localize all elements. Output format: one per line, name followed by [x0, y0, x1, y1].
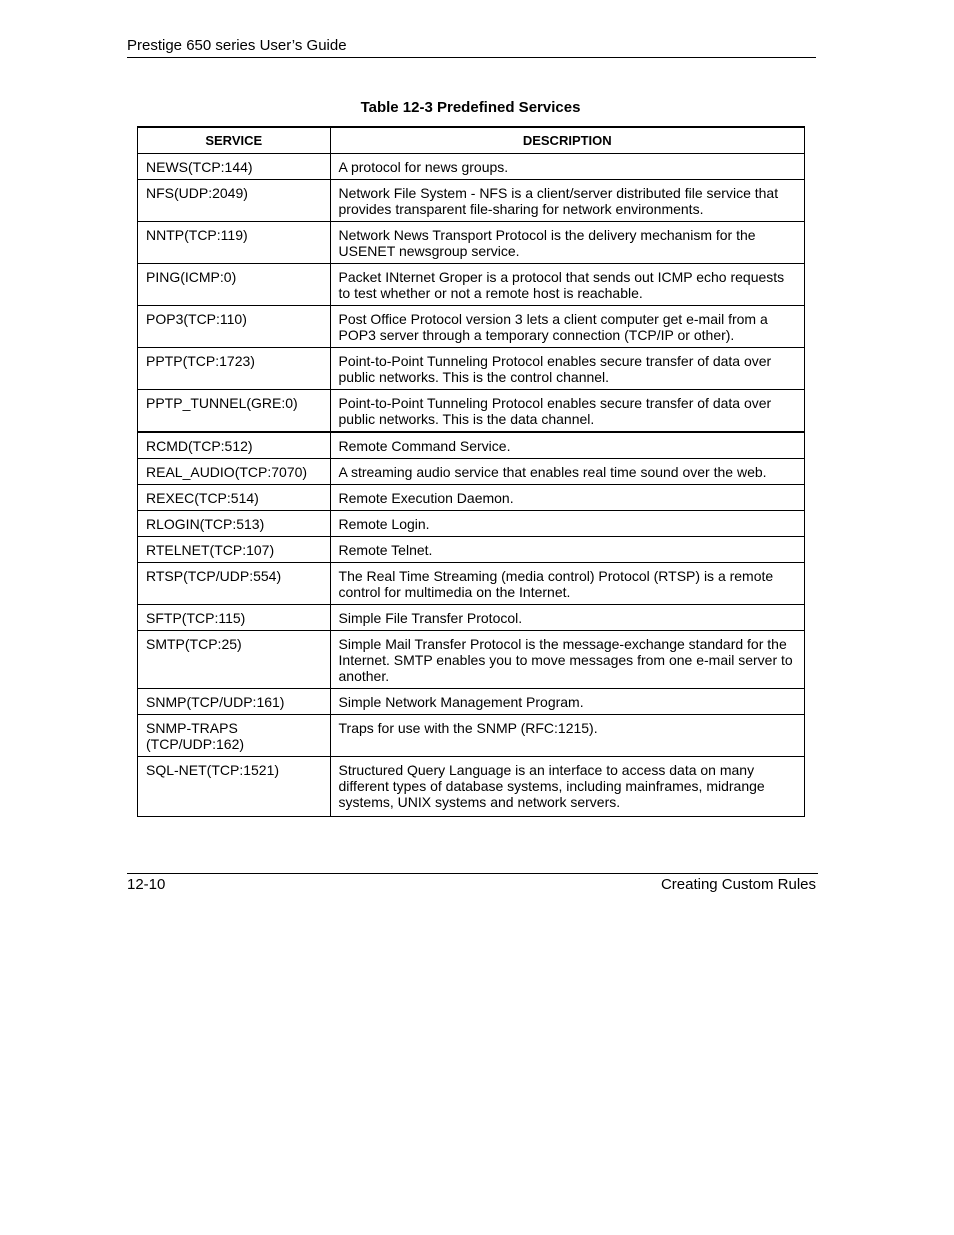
description-cell: Simple Network Management Program.: [330, 689, 804, 715]
description-cell: Network File System - NFS is a client/server distributed file service that provides transparent file-sharing for network environments.: [330, 180, 804, 222]
service-cell: SNMP(TCP/UDP:161): [138, 689, 331, 715]
description-cell: Remote Login.: [330, 511, 804, 537]
description-cell: Simple Mail Transfer Protocol is the message-exchange standard for the Internet. SMTP enables you to move messages from one e-mail server to another.: [330, 631, 804, 689]
service-cell: NFS(UDP:2049): [138, 180, 331, 222]
description-cell: The Real Time Streaming (media control) Protocol (RTSP) is a remote control for multimedia on the Internet.: [330, 563, 804, 605]
table-row: [138, 537, 805, 563]
description-cell: A protocol for news groups.: [330, 154, 804, 180]
table-row: [138, 631, 805, 689]
table-row: [138, 757, 805, 817]
table-row: [138, 689, 805, 715]
column-header-service: SERVICE: [138, 127, 331, 154]
description-cell: Packet INternet Groper is a protocol that sends out ICMP echo requests to test whether or not a remote host is reachable.: [330, 264, 804, 306]
description-cell: Point-to-Point Tunneling Protocol enables secure transfer of data over public networks. This is the data channel.: [330, 390, 804, 433]
table-row: [138, 348, 805, 390]
table-row: [138, 180, 805, 222]
table-row: [138, 306, 805, 348]
description-cell: Point-to-Point Tunneling Protocol enables secure transfer of data over public networks. This is the control channel.: [330, 348, 804, 390]
table-caption: Table 12-3 Predefined Services: [360, 99, 581, 116]
service-cell: POP3(TCP:110): [138, 306, 331, 348]
page-footer: [127, 873, 818, 893]
table-row: [138, 459, 805, 485]
chapter-title: Creating Custom Rules: [660, 876, 816, 893]
table-row: [138, 432, 805, 459]
table-body: [138, 154, 805, 817]
service-cell: PING(ICMP:0): [138, 264, 331, 306]
header-title: Prestige 650 series User’s Guide: [127, 37, 347, 54]
service-cell: RLOGIN(TCP:513): [138, 511, 331, 537]
table-row: [138, 264, 805, 306]
description-cell: Structured Query Language is an interface to access data on many different types of database systems, including mainframes, midrange systems, UNIX systems and network servers.: [330, 757, 804, 817]
table-row: [138, 390, 805, 433]
service-cell: RCMD(TCP:512): [138, 432, 331, 459]
table-header-row: [138, 127, 805, 154]
table-row: [138, 485, 805, 511]
service-cell: SMTP(TCP:25): [138, 631, 331, 689]
table-row: [138, 605, 805, 631]
table-row: [138, 715, 805, 757]
service-cell: RTELNET(TCP:107): [138, 537, 331, 563]
description-cell: Simple File Transfer Protocol.: [330, 605, 804, 631]
table-row: [138, 511, 805, 537]
predefined-services-table: [137, 126, 805, 817]
service-cell: NNTP(TCP:119): [138, 222, 331, 264]
service-cell: RTSP(TCP/UDP:554): [138, 563, 331, 605]
service-cell: PPTP_TUNNEL(GRE:0): [138, 390, 331, 433]
description-cell: Post Office Protocol version 3 lets a client computer get e-mail from a POP3 server through a temporary connection (TCP/IP or other).: [330, 306, 804, 348]
service-cell: PPTP(TCP:1723): [138, 348, 331, 390]
table-row: [138, 563, 805, 605]
service-cell: SQL-NET(TCP:1521): [138, 757, 331, 817]
description-cell: Traps for use with the SNMP (RFC:1215).: [330, 715, 804, 757]
page-header: [127, 36, 816, 58]
service-cell: REAL_AUDIO(TCP:7070): [138, 459, 331, 485]
service-cell: SNMP-TRAPS (TCP/UDP:162): [138, 715, 331, 757]
description-cell: Remote Execution Daemon.: [330, 485, 804, 511]
table-row: [138, 222, 805, 264]
service-cell: NEWS(TCP:144): [138, 154, 331, 180]
description-cell: A streaming audio service that enables real time sound over the web.: [330, 459, 804, 485]
description-cell: Network News Transport Protocol is the delivery mechanism for the USENET newsgroup service.: [330, 222, 804, 264]
description-cell: Remote Telnet.: [330, 537, 804, 563]
table-row: [138, 154, 805, 180]
service-cell: REXEC(TCP:514): [138, 485, 331, 511]
service-cell: SFTP(TCP:115): [138, 605, 331, 631]
description-cell: Remote Command Service.: [330, 432, 804, 459]
page-number: 12-10: [127, 876, 166, 893]
column-header-description: DESCRIPTION: [330, 127, 804, 154]
